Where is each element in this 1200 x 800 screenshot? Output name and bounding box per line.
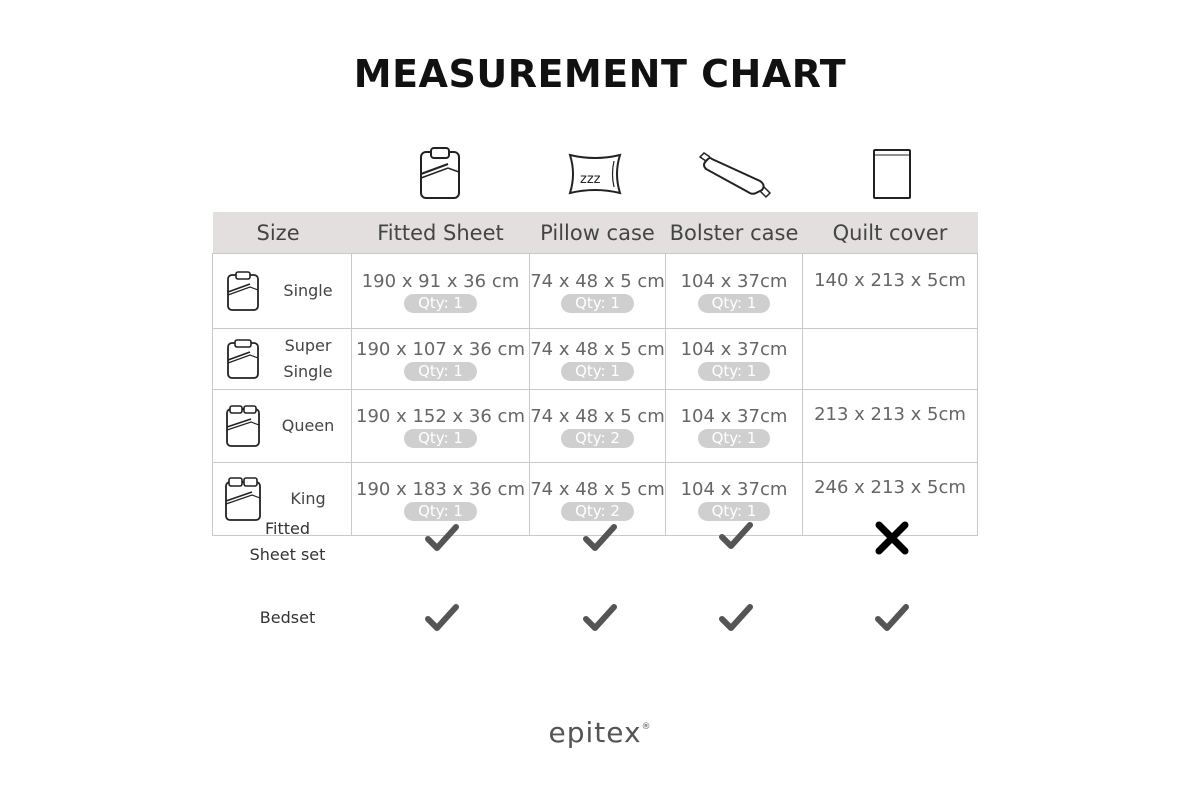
dimension: 74 x 48 x 5 cm [530,271,665,292]
header-bolster-case: Bolster case [666,212,803,254]
size-name-line: Super [284,336,332,355]
header-quilt-cover: Quilt cover [803,212,978,254]
check-icon [716,516,756,556]
table-header-row [213,212,978,254]
brand-registered-mark: ® [641,722,652,732]
pillow-case-cell [530,329,666,390]
qty-badge: Qty: 1 [404,294,477,313]
bolster-case-cell [666,254,803,329]
feature-label-line: Fitted [264,519,311,538]
check-icon [716,598,756,638]
dimension: 190 x 183 x 36 cm [356,479,525,500]
pillow-icon-text: zzz [580,172,601,187]
qty-badge: Qty: 1 [404,502,477,521]
size-name: Queen [281,416,335,435]
fitted-sheet-cell [352,254,530,329]
feature-label-line: Bedset [259,608,316,627]
brand-logo [0,716,1200,749]
quilt-icon [862,142,922,206]
size-cell [213,254,352,329]
size-name: King [290,489,326,508]
super-single-bed-icon [213,338,273,380]
qty-badge: Qty: 1 [698,294,771,313]
table-row [213,390,978,463]
dimension: 213 x 213 x 5cm [814,404,966,425]
qty-badge: Qty: 1 [404,362,477,381]
dimension: 190 x 107 x 36 cm [356,339,525,360]
quilt-cover-cell [803,329,978,390]
size-name-line: Single [283,362,333,381]
size-name [273,333,351,385]
qty-badge: Qty: 1 [561,294,634,313]
bolster-case-cell [666,329,803,390]
dimension: 104 x 37cm [680,479,788,500]
measurement-table [212,212,978,536]
quilt-cover-cell [803,254,978,329]
dimension: 74 x 48 x 5 cm [530,479,665,500]
size-cell [213,390,352,463]
size-cell [213,329,352,390]
dimension: 74 x 48 x 5 cm [530,339,665,360]
fitted-sheet-cell [352,329,530,390]
pillow-icon [560,142,630,206]
dimension: 190 x 152 x 36 cm [356,406,525,427]
check-icon [872,598,912,638]
qty-badge: Qty: 2 [561,429,634,448]
check-icon [422,598,462,638]
pillow-case-cell [530,254,666,329]
qty-badge: Qty: 1 [698,502,771,521]
qty-badge: Qty: 1 [561,362,634,381]
queen-bed-icon [213,404,273,448]
header-fitted-sheet: Fitted Sheet [352,212,530,254]
qty-badge: Qty: 2 [561,502,634,521]
single-bed-icon [213,270,273,312]
feature-label-line: Sheet set [249,545,326,564]
fitted-sheet-cell [352,390,530,463]
dimension: 104 x 37cm [680,271,788,292]
bolster-icon [696,142,776,206]
dimension: 140 x 213 x 5cm [814,270,966,291]
check-icon [580,518,620,558]
header-pillow-case: Pillow case [530,212,666,254]
dimension: 104 x 37cm [680,406,788,427]
dimension: 74 x 48 x 5 cm [530,406,665,427]
fitted-sheet-icon [410,142,470,206]
dimension: 190 x 91 x 36 cm [361,271,520,292]
quilt-cover-cell [803,390,978,463]
table-row [213,329,978,390]
dimension: 104 x 37cm [680,339,788,360]
bolster-case-cell [666,390,803,463]
feature-label-fitted-sheet-set [220,516,355,568]
dimension: 246 x 213 x 5cm [814,477,966,498]
pillow-case-cell [530,390,666,463]
brand-name: epitex [548,716,642,749]
qty-badge: Qty: 1 [698,429,771,448]
qty-badge: Qty: 1 [404,429,477,448]
cross-icon [872,518,912,558]
size-name: Single [283,281,333,300]
feature-label-bedset [220,605,355,631]
qty-badge: Qty: 1 [698,362,771,381]
page-title: MEASUREMENT CHART [353,52,847,96]
table-row [213,254,978,329]
header-size: Size [213,212,352,254]
check-icon [580,598,620,638]
check-icon [422,518,462,558]
